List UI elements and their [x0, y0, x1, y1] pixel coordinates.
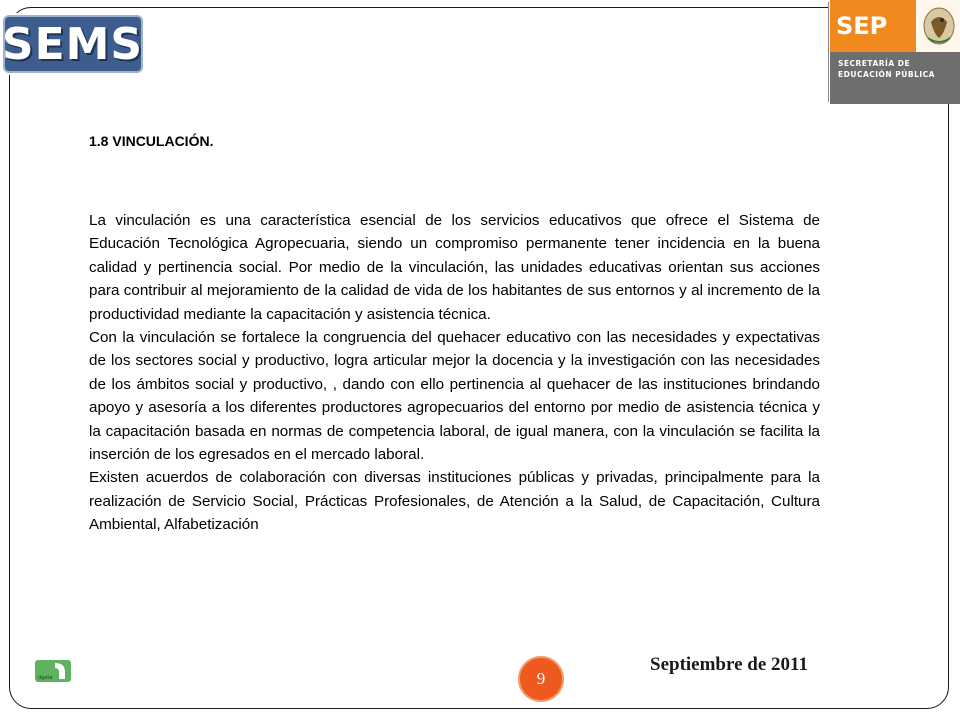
- page-number: 9: [536, 669, 546, 688]
- page-number-badge: [518, 656, 564, 702]
- footer-date: Septiembre de 2011: [650, 654, 808, 675]
- paragraph-2: Con la vinculación se fortalece la congruencia del quehacer educativo con las necesidades y expectativas de los sectores social y productivo, logra articular mejor la docencia y la investigación con las necesidades de los ámbitos social y productivo, , dando con ello pertinencia al quehacer de las instituciones brindando apoyo y asesoría a los diferentes productores agropecuarios del entorno por medio de asistencia técnica y la capacitación basada en normas de competencia laboral, de igual manera, con la vinculación se facilita la inserción de los egresados en el mercado laboral.: [89, 329, 820, 464]
- sep-logo-text: SEP: [830, 0, 916, 52]
- dgeta-logo-text: dgeta: [38, 675, 53, 681]
- dgeta-logo: [35, 660, 71, 682]
- sems-logo-text: SEMS: [3, 15, 143, 73]
- paragraph-3: Existen acuerdos de colaboración con diversas instituciones públicas y privadas, principalmente para la realización de Servicio Social, Prácticas Profesionales, de Atención a la Salud, de Capacitación, Cultura Ambiental, Alfabetización: [89, 469, 820, 534]
- mexico-coat-of-arms-icon: [918, 0, 960, 52]
- sep-subtitle: [830, 52, 960, 104]
- paragraph-1: La vinculación es una característica esencial de los servicios educativos que ofrece el Sistema de Educación Tecnológica Agropecuaria, siendo un compromiso permanente tener incidencia en la buena calidad y pertinencia social. Por medio de la vinculación, las unidades educativas orientan sus acciones para contribuir al mejoramiento de la calidad de vida de los habitantes de sus entornos y al incremento de la productividad mediante la capacitación y asistencia técnica.: [89, 212, 820, 323]
- sep-logo: [828, 0, 960, 104]
- sep-subtitle-line2: EDUCACIÓN PÚBLICA: [838, 70, 935, 79]
- body-text: [89, 209, 820, 537]
- sems-logo: [0, 13, 145, 75]
- sep-subtitle-line1: SECRETARÍA DE: [838, 59, 911, 68]
- section-heading: 1.8 VINCULACIÓN.: [89, 133, 214, 149]
